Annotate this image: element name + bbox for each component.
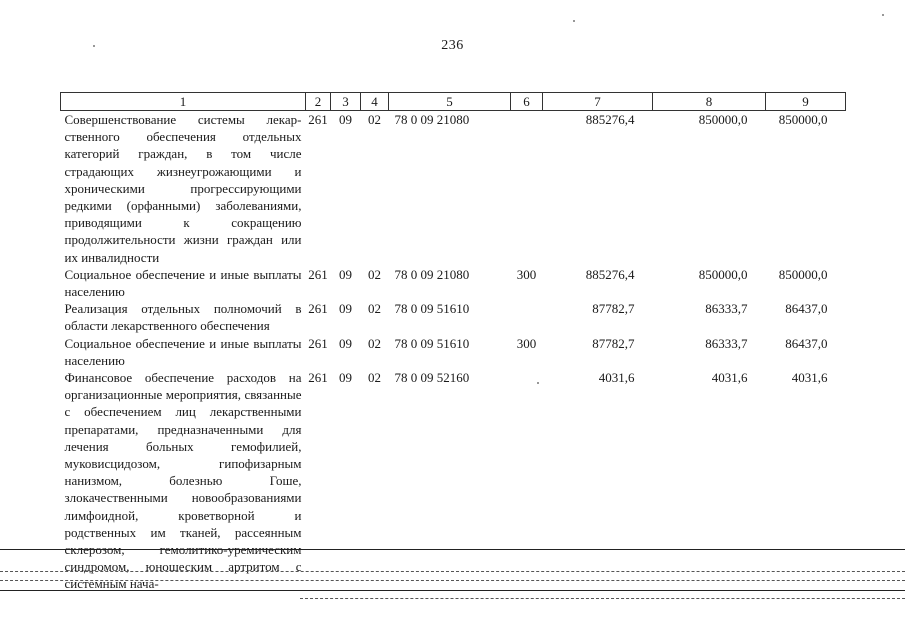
cell-ministry: 261	[308, 266, 328, 282]
cell-ministry: 261	[308, 112, 328, 127]
cell-target-code: 78 0 09 51610	[394, 335, 470, 351]
row-name: Социальное обеспечение и иные выплаты населению	[64, 266, 302, 300]
cell-subsection: 02	[368, 335, 381, 351]
cell-section: 09	[339, 370, 352, 386]
cell-ministry: 261	[308, 301, 328, 317]
table-row	[61, 300, 846, 334]
cell-subsection: 02	[368, 301, 381, 317]
row-name: Финансовое обеспечение расходов на организационные мероприятия, связанные с обеспечением лиц лекарственными препаратами, предназначенными для лечения больных гемофилией, муковисцидозом, гипофизарным нанизмом, болезнью Гоше, злокачественными новообразованиями лимфоидной, кроветворной и родственных им тканей, рассеянным склерозом, гемолитико-уремическим синдромом, юношеским артритом с системным нача-	[64, 370, 302, 592]
page-number: 236	[441, 38, 464, 53]
cell-target-code: 78 0 09 21080	[394, 266, 470, 282]
cell-target-code: 78 0 09 21080	[394, 112, 470, 127]
column-header-1: 1	[61, 93, 306, 111]
column-header-8: 8	[653, 93, 766, 111]
cell-amount-col9: 850000,0	[778, 112, 828, 127]
table-row	[61, 369, 846, 593]
scan-speck	[882, 14, 884, 16]
table-row	[61, 111, 846, 266]
cell-section: 09	[339, 335, 352, 351]
cell-ministry: 261	[308, 370, 328, 386]
column-header-2: 2	[306, 93, 331, 111]
cell-section: 09	[339, 112, 352, 127]
cell-ministry: 261	[308, 335, 328, 351]
scan-line	[0, 549, 905, 550]
table-row	[61, 335, 846, 369]
cell-amount-col8: 850000,0	[698, 266, 748, 282]
cell-amount-col9: 86437,0	[785, 301, 828, 317]
cell-expense-type: 300	[516, 266, 537, 282]
cell-target-code: 78 0 09 51610	[394, 301, 470, 317]
cell-expense-type	[511, 111, 543, 266]
column-header-5: 5	[389, 93, 511, 111]
scan-line	[0, 571, 905, 572]
scan-line	[0, 580, 905, 581]
cell-amount-col8: 86333,7	[705, 335, 748, 351]
cell-subsection: 02	[368, 112, 381, 127]
column-header-3: 3	[331, 93, 361, 111]
cell-amount-col8: 86333,7	[705, 301, 748, 317]
cell-amount-col7: 87782,7	[592, 301, 635, 317]
cell-section: 09	[339, 266, 352, 282]
cell-subsection: 02	[368, 370, 381, 386]
cell-amount-col7: 87782,7	[592, 335, 635, 351]
row-name: Совершенствование системы лекарственного обеспечения отдельных категорий граждан, в том числе страдающих жизнеугрожающими и хроническими прогрессирующими редкими (орфанными) заболеваниями, приводящими к сокращению продолжительности жизни граждан или их инвалидности	[64, 112, 302, 265]
cell-amount-col9: 850000,0	[778, 266, 828, 282]
cell-section: 09	[339, 301, 352, 317]
budget-table	[60, 92, 846, 593]
column-header-9: 9	[766, 93, 846, 111]
header-row	[61, 93, 846, 111]
cell-expense-type: 300	[516, 335, 537, 351]
row-name: Реализация отдельных полномочий в области лекарственного обеспечения	[64, 301, 302, 334]
column-header-7: 7	[543, 93, 653, 111]
cell-expense-type	[511, 300, 543, 334]
scan-speck	[93, 45, 95, 47]
cell-amount-col8: 4031,6	[711, 370, 748, 386]
cell-target-code: 78 0 09 52160	[394, 370, 470, 386]
table-row	[61, 266, 846, 300]
cell-subsection: 02	[368, 266, 381, 282]
column-header-4: 4	[361, 93, 389, 111]
cell-amount-col7: 885276,4	[585, 112, 635, 127]
row-name: Социальное обеспечение и иные выплаты населению	[64, 335, 302, 368]
cell-amount-col7: 885276,4	[585, 266, 635, 282]
scan-line	[0, 590, 905, 591]
scan-speck	[573, 20, 575, 22]
scan-line	[300, 598, 905, 599]
column-header-6: 6	[511, 93, 543, 111]
cell-amount-col9: 4031,6	[791, 370, 828, 386]
cell-amount-col7: 4031,6	[598, 370, 635, 386]
scan-speck	[537, 382, 539, 384]
cell-expense-type	[511, 369, 543, 593]
cell-amount-col9: 86437,0	[785, 335, 828, 351]
cell-amount-col8: 850000,0	[698, 112, 748, 127]
